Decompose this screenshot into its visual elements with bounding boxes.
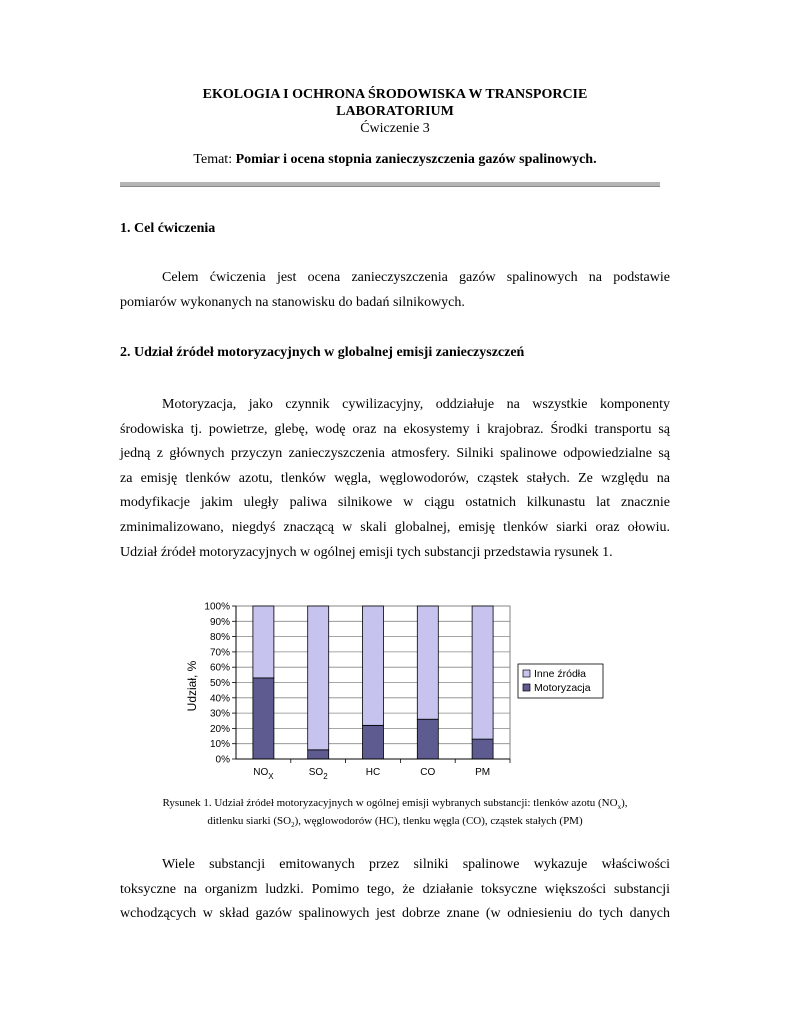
caption-text: ), węglowodorów (HC), tlenku węgla (CO), cząstek stałych (PM)	[294, 815, 583, 828]
paragraph-line: Wiele substancji emitowanych przez silniki spalinowe wykazuje właściwości	[162, 857, 670, 872]
bar-segment	[363, 606, 384, 725]
bar-segment	[417, 719, 438, 759]
section-2-paragraph	[120, 393, 670, 565]
bar-segment	[417, 606, 438, 719]
caption-text: ),	[621, 797, 628, 809]
paragraph-line: środowiska tj. powietrze, glebę, wodę oraz na ekosystemy i krajobraz. Środki transportu są	[120, 421, 670, 437]
course-title: EKOLOGIA I OCHRONA ŚRODOWISKA W TRANSPORCIE	[202, 87, 588, 102]
section-1-paragraph	[120, 266, 670, 315]
y-tick-label: 70%	[209, 647, 230, 659]
emission-share-chart	[180, 596, 620, 786]
x-tick-label: PM	[475, 767, 491, 778]
figure-caption	[120, 796, 670, 832]
topic-line	[120, 152, 670, 168]
y-tick-label: 30%	[209, 708, 230, 720]
section-2-heading: 2. Udział źródeł motoryzacyjnych w globalnej emisji zanieczyszczeń	[120, 345, 525, 360]
paragraph-line: za emisję tlenków azotu, tlenków węgla, węglowodorów, cząstek stałych. Ze względu na	[120, 470, 670, 486]
y-tick-label: 100%	[204, 601, 230, 613]
legend-swatch	[523, 670, 530, 677]
x-tick-label: $SO_2$	[308, 767, 328, 781]
caption-line-1	[120, 796, 670, 814]
bar-segment	[253, 678, 274, 759]
paragraph-line: zminimalizowano, niegdyś znaczącą w skali globalnej, emisję tlenków siarki oraz ołowiu.	[120, 519, 670, 535]
legend-label: Motoryzacja	[534, 682, 591, 694]
bar-segment	[363, 725, 384, 759]
bar-segment	[472, 739, 493, 759]
bar-segment	[472, 606, 493, 739]
y-tick-label: 90%	[209, 616, 230, 628]
paragraph-line: Motoryzacja, jako czynnik cywilizacyjny, oddziałuje na wszystkie komponenty	[162, 397, 670, 412]
paragraph-line: jedną z głównych przyczyn zanieczyszczenia atmosfery. Silniki spalinowe odpowiedzialne są	[120, 446, 670, 462]
y-tick-label: 40%	[209, 693, 230, 705]
topic-prefix: Temat:	[193, 152, 236, 167]
y-tick-label: 0%	[215, 754, 230, 766]
paragraph-line: modyfikacje jakim uległy paliwa silnikowe w ciągu ostatnich kilkunastu lat znacznie	[120, 495, 670, 511]
bar-segment	[253, 606, 274, 678]
y-tick-label: 20%	[209, 723, 230, 735]
paragraph-line: Udział źródeł motoryzacyjnych w ogólnej emisji tych substancji przedstawia rysunek 1.	[120, 544, 613, 560]
caption-subscript: 2	[291, 821, 295, 830]
caption-line-2	[120, 814, 670, 832]
caption-text: ditlenku siarki (SO	[207, 815, 292, 828]
paragraph-line: toksyczne na organizm ludzki. Pomimo tego, że działanie toksyczne większości substancji	[120, 881, 670, 897]
y-axis-label: Udział, %	[185, 660, 199, 712]
legend-swatch	[523, 684, 530, 691]
lab-title: LABORATORIUM	[336, 104, 454, 119]
topic-title: Pomiar i ocena stopnia zanieczyszczenia gazów spalinowych.	[235, 152, 597, 167]
document-header	[120, 86, 670, 137]
x-tick-label: CO	[420, 767, 436, 778]
y-tick-label: 60%	[209, 662, 230, 674]
caption-subscript: x	[617, 803, 622, 812]
header-divider	[120, 182, 660, 187]
x-tick-label: $NO_X$	[253, 767, 274, 781]
legend-label: Inne źródła	[534, 668, 586, 680]
y-tick-label: 10%	[209, 739, 230, 751]
exercise-number: Ćwiczenie 3	[360, 121, 430, 136]
paragraph-line: Celem ćwiczenia jest ocena zanieczyszczenia gazów spalinowych na podstawie	[162, 270, 670, 285]
caption-text: Rysunek 1. Udział źródeł motoryzacyjnych w ogólnej emisji wybranych substancji: tlenków azotu (NO	[162, 797, 618, 809]
chart-legend	[518, 664, 603, 698]
section-1-heading: 1. Cel ćwiczenia	[120, 221, 216, 236]
bar-segment	[308, 606, 329, 750]
y-tick-label: 50%	[209, 678, 230, 689]
paragraph-line: wchodzących w skład gazów spalinowych jest dobrze znane (w odniesieniu do tych danych	[120, 906, 670, 922]
section-3-paragraph	[120, 853, 670, 927]
y-tick-label: 80%	[209, 632, 230, 644]
x-tick-label: HC	[365, 767, 381, 778]
paragraph-line: pomiarów wykonanych na stanowisku do badań silnikowych.	[120, 294, 465, 310]
bar-segment	[308, 750, 329, 759]
